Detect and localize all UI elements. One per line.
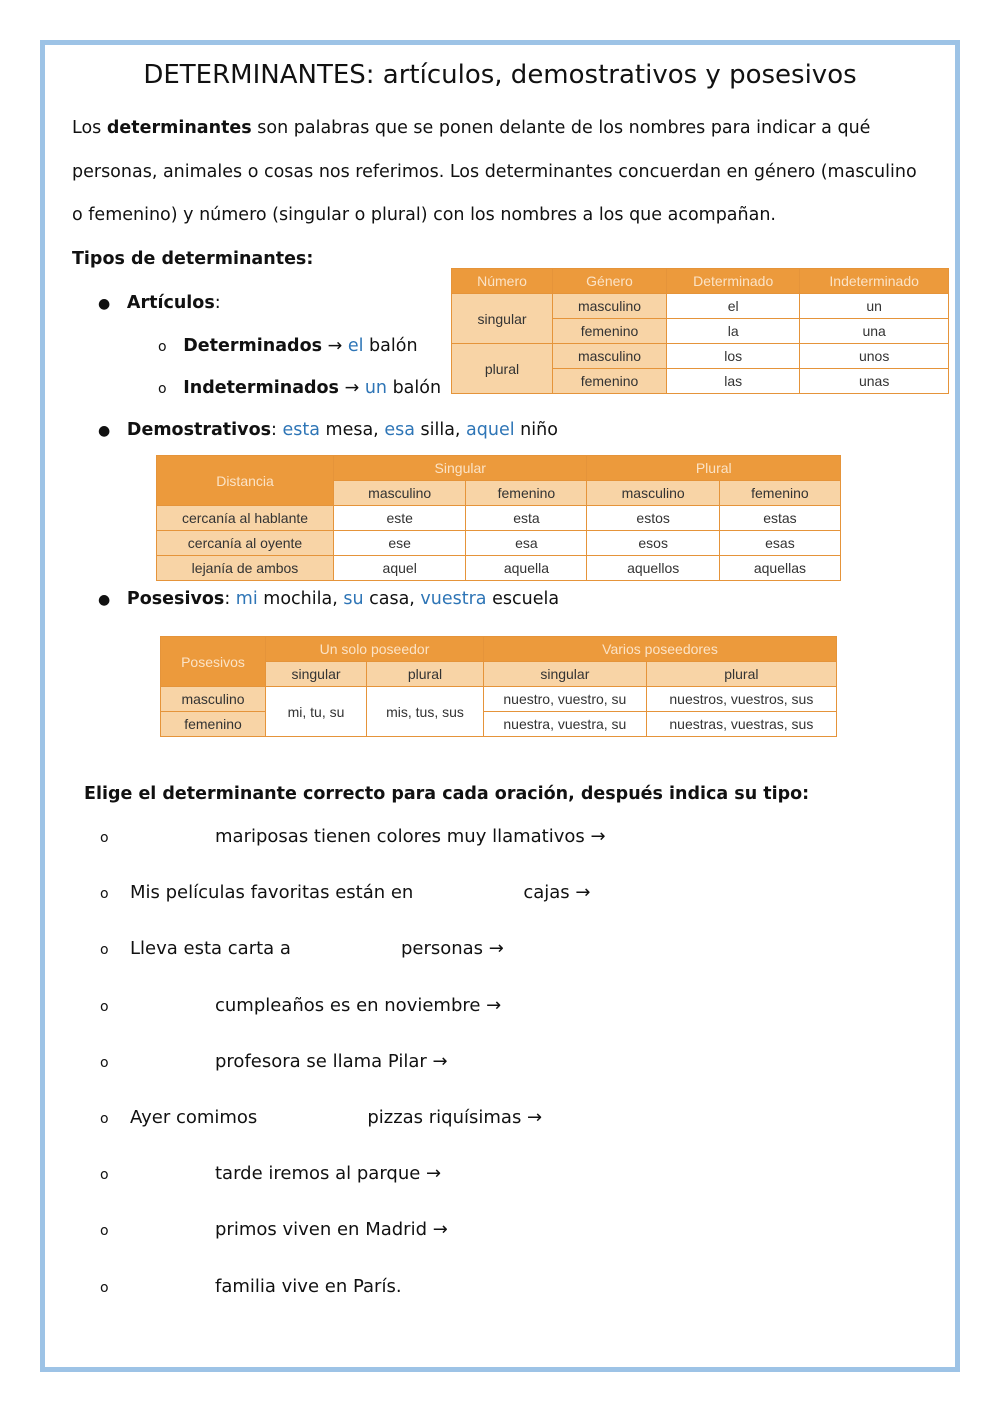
arrow: → [327,336,343,356]
cell: estos [587,506,719,531]
exercise-item [100,1051,448,1072]
sentence-end: primos viven en Madrid → [215,1219,448,1241]
bullet: o [100,1111,109,1127]
cell: masculino [161,687,266,712]
example: un [364,378,387,398]
cell: femenino [161,712,266,737]
exercise-item [100,1107,542,1128]
cell: los [667,344,800,369]
th: Distancia [157,456,334,506]
exercise-item [100,1276,402,1297]
cell: este [334,506,466,531]
posesivos-table [160,636,837,737]
cell: nuestras, vuestras, sus [646,712,836,737]
noun: casa, [363,589,421,609]
sentence-end: mariposas tienen colores muy llamativos → [215,826,606,847]
cell: plural [646,662,836,687]
intro-line-2: personas, animales o cosas nos referimos. Los determinantes concuerdan en género (masculino [72,162,917,182]
posesivos-label: Posesivos [126,589,225,609]
cell: masculino [334,481,466,506]
intro-text: son palabras que se ponen delante de los nombres para indicar a qué [251,118,871,138]
th: Varios poseedores [484,637,837,662]
example: aquel [466,420,515,440]
th: Un solo poseedor [266,637,484,662]
articulos-item: ● Artículos: [98,293,221,313]
intro-line-3: o femenino) y número (singular o plural) con los nombres a los que acompañan. [72,205,776,225]
cell: plural [367,662,484,687]
example: esta [282,420,320,440]
bullet: o [100,1223,109,1240]
sentence-start: Ayer comimos [130,1107,258,1128]
exercise-item [100,1163,441,1184]
noun: balón [387,378,442,398]
example: vuestra [420,589,487,609]
determinados-item: o Determinados → el balón [158,336,418,356]
cell: femenino [466,481,587,506]
th: Género [553,269,667,294]
cell: esta [466,506,587,531]
intro-line-1 [72,118,870,138]
th: Determinado [667,269,800,294]
cell: singular [484,662,647,687]
bullet: o [100,1279,109,1296]
th: Indeterminado [800,269,949,294]
th: Plural [587,456,841,481]
cell: lejanía de ambos [157,556,334,581]
example: esa [384,420,415,440]
page-title: DETERMINANTES: artículos, demostrativos y posesivos [143,60,857,90]
sentence-end: personas → [400,938,504,960]
example: mi [235,589,258,609]
cell: plural [452,344,553,394]
cell: aquellos [587,556,719,581]
bullet: o [100,886,109,903]
demostrativos-item: ● Demostrativos: esta mesa, esa silla, aquel niño [98,420,558,440]
example: el [347,336,364,356]
sentence-end: profesora se llama Pilar → [215,1050,448,1072]
cell: las [667,369,800,394]
articulos-table [451,268,949,394]
bullet: o [100,1167,109,1184]
cell: esa [466,531,587,556]
cell: mi, tu, su [266,687,367,737]
exercise-item [100,938,504,959]
cell: femenino [553,369,667,394]
cell: aquellas [719,556,840,581]
intro-keyword: determinantes [106,118,252,138]
sentence-end: tarde iremos al parque → [215,1163,442,1185]
cell: unos [800,344,949,369]
bullet: o [100,830,109,846]
articulos-label: Artículos [126,293,215,313]
demostrativos-table [156,455,841,581]
cell: unas [800,369,949,394]
cell: la [667,319,800,344]
cell: esos [587,531,719,556]
exercise-item [100,1219,448,1240]
indeterminados-item: o Indeterminados → un balón [158,378,442,398]
noun: escuela [486,589,560,609]
cell: masculino [553,344,667,369]
cell: una [800,319,949,344]
noun: mesa, [319,420,385,440]
arrow: → [344,378,360,398]
bullet: o [100,1054,109,1071]
bullet: o [100,998,109,1015]
cell: el [667,294,800,319]
exercise-item [100,826,606,847]
cell: mis, tus, sus [367,687,484,737]
sentence-start: Lleva esta carta a [130,938,291,960]
cell: singular [452,294,553,344]
cell: aquella [466,556,587,581]
cell: un [800,294,949,319]
cell: ese [334,531,466,556]
cell: estas [719,506,840,531]
sentence-end: pizzas riquísimas → [367,1107,543,1128]
sentence-end: cajas → [523,882,591,904]
det-label: Determinados [183,336,323,356]
cell: cercanía al hablante [157,506,334,531]
sentence-end: familia vive en París. [215,1275,402,1297]
cell: femenino [719,481,840,506]
noun: mochila, [257,589,344,609]
noun: niño [514,420,558,440]
posesivos-item: ● Posesivos: mi mochila, su casa, vuestra escuela [98,589,560,609]
bullet: o [100,942,109,959]
exercise-instruction: Elige el determinante correcto para cada oración, después indica su tipo: [84,784,810,804]
cell: femenino [553,319,667,344]
noun: balón [363,336,418,356]
exercise-item [100,995,501,1016]
cell: singular [266,662,367,687]
cell: esas [719,531,840,556]
noun: silla, [414,420,467,440]
sentence-end: cumpleaños es en noviembre → [215,994,502,1016]
cell: masculino [587,481,719,506]
th: Singular [334,456,587,481]
cell: nuestros, vuestros, sus [646,687,836,712]
cell: aquel [334,556,466,581]
intro-text: Los [72,118,107,138]
demostrativos-label: Demostrativos [126,420,272,440]
sentence-start: Mis películas favoritas están en [130,882,414,904]
th: Posesivos [161,637,266,687]
cell: nuestra, vuestra, su [484,712,647,737]
cell: nuestro, vuestro, su [484,687,647,712]
types-heading: Tipos de determinantes: [72,249,314,269]
exercise-item [100,882,590,903]
th: Número [452,269,553,294]
cell: cercanía al oyente [157,531,334,556]
cell: masculino [553,294,667,319]
example: su [343,589,364,609]
ind-label: Indeterminados [183,378,339,398]
